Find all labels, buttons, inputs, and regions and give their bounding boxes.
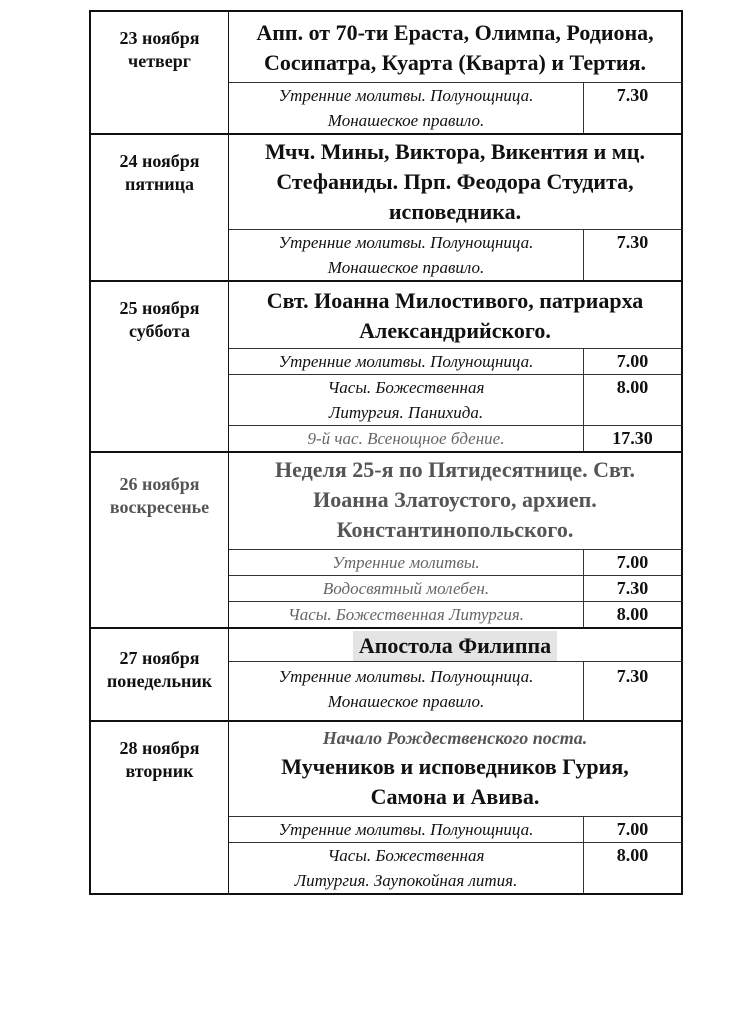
service-time: 7.00 — [616, 351, 649, 371]
weekday-label: вторник — [125, 761, 194, 781]
service-description: Утренние молитвы. — [229, 550, 584, 575]
schedule-table — [89, 10, 683, 895]
feast-title: Неделя 25-я по Пятидесятнице. Свт. Иоанна Златоустого, архиеп. Константинопольского. — [275, 457, 635, 542]
service-row — [229, 425, 681, 451]
service-description: Утренние молитвы. Полунощница. — [229, 817, 584, 842]
date-cell — [91, 135, 229, 280]
day-content — [229, 135, 681, 280]
date-label: 27 ноября — [119, 648, 200, 668]
service-row — [229, 348, 681, 374]
date-cell — [91, 629, 229, 720]
feast-heading — [229, 453, 681, 549]
service-time: 8.00 — [616, 845, 649, 865]
date-cell — [91, 453, 229, 627]
date-label: 26 ноября — [119, 474, 200, 494]
weekday-label: пятница — [124, 174, 195, 194]
service-row — [229, 816, 681, 842]
weekday-label: понедельник — [106, 671, 213, 691]
day-content — [229, 12, 681, 133]
weekday-label: четверг — [128, 51, 191, 71]
feast-heading — [229, 135, 681, 229]
service-description: Утренние молитвы. Полунощница. Монашеское правило. — [229, 83, 584, 133]
service-row — [229, 842, 681, 893]
weekday-label: воскресенье — [109, 497, 210, 517]
service-row — [229, 661, 681, 720]
feast-title: Мчч. Мины, Виктора, Викентия и мц. Стефаниды. Прп. Феодора Студита, исповедника. — [265, 139, 645, 224]
feast-heading — [229, 12, 681, 82]
service-time: 7.30 — [616, 232, 649, 252]
feast-heading — [229, 629, 681, 661]
date-label: 23 ноября — [119, 28, 200, 48]
service-row — [229, 82, 681, 133]
feast-heading — [229, 282, 681, 348]
service-time: 17.30 — [612, 428, 653, 448]
service-description: Часы. Божественная Литургия. — [229, 602, 584, 627]
service-description: Утренние молитвы. Полунощница. Монашеское правило. — [229, 662, 584, 720]
day-content — [229, 282, 681, 451]
service-description: Часы. Божественная Литургия. Панихида. — [229, 375, 584, 425]
feast-title: Свт. Иоанна Милостивого, патриарха Александрийского. — [266, 288, 644, 343]
service-row — [229, 575, 681, 601]
weekday-label: суббота — [128, 321, 191, 341]
service-time: 7.00 — [616, 819, 649, 839]
service-description: Утренние молитвы. Полунощница. Монашеское правило. — [229, 230, 584, 280]
day-row — [91, 722, 681, 895]
feast-title: Апостола Филиппа — [353, 631, 557, 661]
feast-title: Мучеников и исповедников Гурия, Самона и Авива. — [281, 754, 629, 809]
day-content — [229, 722, 681, 893]
feast-title: Апп. от 70-ти Ераста, Олимпа, Родиона, Сосипатра, Куарта (Кварта) и Тертия. — [256, 20, 654, 75]
day-content — [229, 453, 681, 627]
day-row — [91, 135, 681, 282]
service-time: 7.30 — [616, 578, 649, 598]
feast-heading — [229, 752, 681, 816]
date-label: 25 ноября — [119, 298, 200, 318]
day-content — [229, 629, 681, 720]
service-time: 7.30 — [616, 666, 649, 686]
service-row — [229, 549, 681, 575]
fast-start-note: Начало Рождественского поста. — [322, 728, 588, 748]
service-description: Утренние молитвы. Полунощница. — [229, 349, 584, 374]
day-row — [91, 453, 681, 629]
service-row — [229, 374, 681, 425]
service-description: Часы. Божественная Литургия. Заупокойная лития. — [229, 843, 584, 893]
service-time: 7.30 — [616, 85, 649, 105]
service-row — [229, 229, 681, 280]
day-row — [91, 12, 681, 135]
date-cell — [91, 12, 229, 133]
date-cell — [91, 282, 229, 451]
service-time: 8.00 — [616, 604, 649, 624]
service-time: 8.00 — [616, 377, 649, 397]
service-description: 9-й час. Всенощное бдение. — [229, 426, 584, 451]
date-cell — [91, 722, 229, 893]
service-row — [229, 601, 681, 627]
service-time: 7.00 — [616, 552, 649, 572]
service-description: Водосвятный молебен. — [229, 576, 584, 601]
date-label: 28 ноября — [119, 738, 200, 758]
day-row — [91, 629, 681, 722]
date-label: 24 ноября — [119, 151, 200, 171]
day-row — [91, 282, 681, 453]
